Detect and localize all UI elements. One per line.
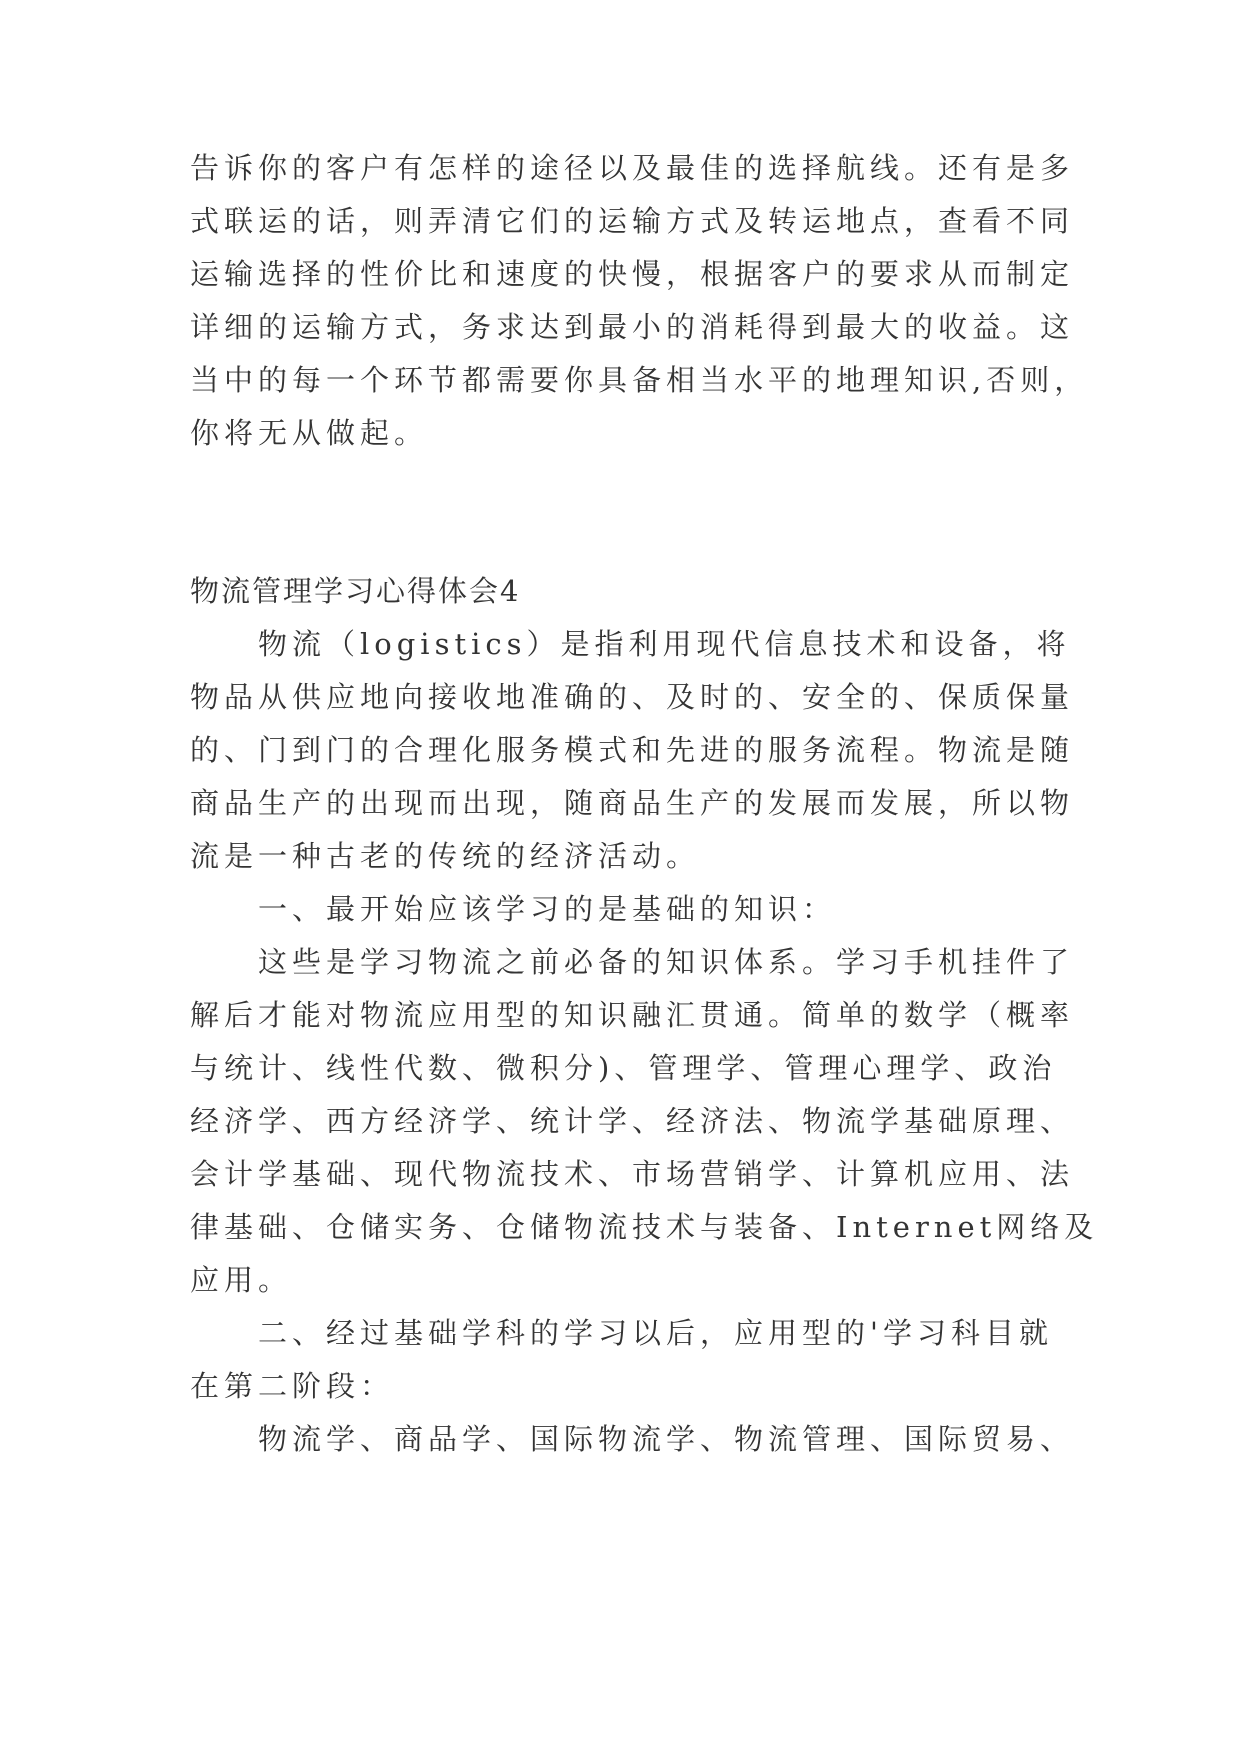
text-line: 物流学、商品学、国际物流学、物流管理、国际贸易、 — [258, 1422, 1075, 1456]
text-line: 这些是学习物流之前必备的知识体系。学习手机挂件了 — [258, 945, 1075, 979]
text-line: 在第二阶段： — [190, 1369, 395, 1403]
text-line: 应用。 — [190, 1263, 293, 1297]
text-line: 详细的运输方式，务求达到最小的消耗得到最大的收益。这 — [190, 310, 1075, 344]
text-line: 与统计、线性代数、微积分)、管理学、管理心理学、政治 — [190, 1051, 1057, 1085]
text-line: 会计学基础、现代物流技术、市场营销学、计算机应用、法 — [190, 1157, 1075, 1191]
text-line: 商品生产的出现而出现，随商品生产的发展而发展，所以物 — [190, 786, 1075, 820]
text-line: 解后才能对物流应用型的知识融汇贯通。简单的数学（概率 — [190, 998, 1075, 1032]
text-line: 运输选择的性价比和速度的快慢，根据客户的要求从而制定 — [190, 257, 1075, 291]
text-line: 式联运的话，则弄清它们的运输方式及转运地点，查看不同 — [190, 204, 1075, 238]
text-line: 当中的每一个环节都需要你具备相当水平的地理知识,否则， — [190, 363, 1089, 397]
text-line: 告诉你的客户有怎样的途径以及最佳的选择航线。还有是多 — [190, 151, 1075, 185]
text-line: 物流（logistics）是指利用现代信息技术和设备，将 — [258, 627, 1071, 661]
text-line: 的、门到门的合理化服务模式和先进的服务流程。物流是随 — [190, 733, 1075, 767]
text-line: 流是一种古老的传统的经济活动。 — [190, 839, 701, 873]
text-line: 物品从供应地向接收地准确的、及时的、安全的、保质保量 — [190, 680, 1075, 714]
list-item-title: 一、最开始应该学习的是基础的知识： — [258, 892, 837, 926]
list-item-title: 二、经过基础学科的学习以后，应用型的'学习科目就 — [258, 1316, 1053, 1350]
text-line: 律基础、仓储实务、仓储物流技术与装备、Internet网络及 — [190, 1210, 1099, 1244]
section-heading: 物流管理学习心得体会4 — [190, 574, 521, 608]
text-line: 你将无从做起。 — [190, 416, 429, 450]
text-line: 经济学、西方经济学、统计学、经济法、物流学基础原理、 — [190, 1104, 1075, 1138]
